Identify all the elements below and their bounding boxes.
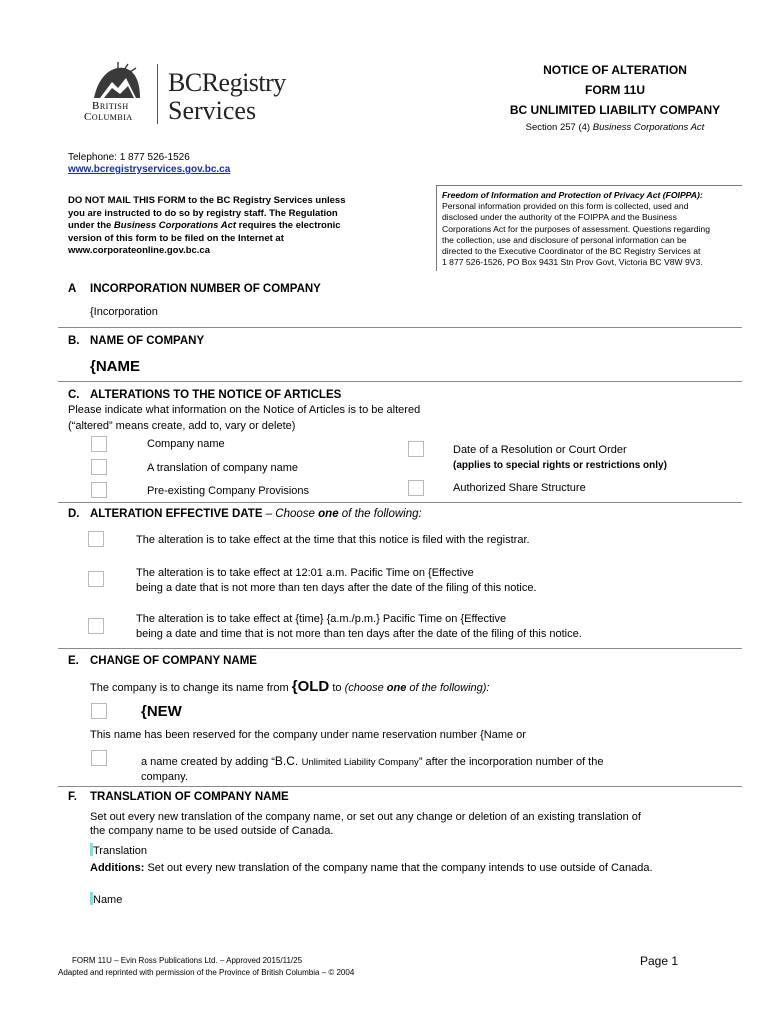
company-name-field[interactable]: {NAME: [90, 358, 141, 375]
effective-date-checkbox[interactable]: [88, 571, 104, 587]
company-type: BC UNLIMITED LIABILITY COMPANY: [509, 103, 721, 117]
section-b-heading: B. NAME OF COMPANY: [68, 335, 205, 347]
effective-on-filing-checkbox[interactable]: [88, 531, 104, 547]
logo-columbia: Columbia: [84, 111, 133, 123]
form-title-block: [490, 63, 740, 133]
footer-publisher: FORM 11U – Evin Ross Publications Ltd. – Approved 2015/11/25: [72, 956, 303, 965]
section-d-heading: D. ALTERATION EFFECTIVE DATE – Choose one of the following:: [68, 508, 422, 520]
section-e-heading: E. CHANGE OF COMPANY NAME: [68, 655, 257, 667]
divider: [58, 648, 742, 649]
sun-mountain-emblem-icon: [90, 62, 142, 100]
page-number: Page 1: [640, 954, 679, 968]
divider: [58, 381, 742, 382]
effective-datetime-option: The alteration is to take effect at {time} {a.m./p.m.} Pacific Time on {Effective being a date and time that is not more than ten days after the date of the filing of this notice.: [136, 613, 582, 640]
telephone: Telephone: 1 877 526-1526: [68, 152, 190, 163]
numbered-name-option: a name created by adding “B.C. Unlimited Liability Company” after the incorporation number of the company.: [141, 754, 604, 783]
reserved-name-text: This name has been reserved for the company under name reservation number {Name or: [90, 729, 526, 741]
new-name-field[interactable]: {NEW: [141, 703, 182, 720]
divider: [58, 786, 742, 787]
logo-services: Services: [168, 96, 257, 125]
translation-name-field[interactable]: Name: [90, 892, 122, 906]
bc-registry-logo: [82, 60, 297, 126]
logo-divider: [157, 64, 158, 124]
translation-option: A translation of company name: [147, 462, 299, 474]
preexisting-provisions-option: Pre-existing Company Provisions: [147, 485, 310, 497]
name-change-intro: The company is to change its name from {OLD to (choose one of the following):: [90, 678, 490, 695]
preexisting-provisions-checkbox[interactable]: [91, 482, 107, 498]
form-title: NOTICE OF ALTERATION: [543, 63, 687, 77]
section-c-instruction-2: (“altered” means create, add to, vary or delete): [68, 420, 296, 432]
company-name-option: Company name: [147, 438, 225, 450]
numbered-name-checkbox[interactable]: [91, 750, 107, 766]
logo-british: British: [92, 100, 129, 112]
incorporation-number-field[interactable]: {Incorporation: [90, 306, 158, 318]
divider: [58, 502, 742, 503]
translation-field[interactable]: Translation: [90, 843, 147, 857]
resolution-date-checkbox[interactable]: [408, 441, 424, 457]
divider: [58, 327, 742, 328]
old-name-field[interactable]: {OLD: [291, 678, 330, 695]
effective-on-filing-option: The alteration is to take effect at the time that this notice is filed with the registrar.: [136, 534, 530, 546]
share-structure-option: Authorized Share Structure: [453, 482, 586, 494]
privacy-notice-box: Freedom of Information and Protection of Privacy Act (FOIPPA): Personal information provided on this form is collected, used and disclosed under the authority of the FOIPPA and the Business Corporations Act for the purposes of assessment. Questions regarding the collection, use and disclosure of personal information can be directed to the Executive Coordinator of the BC Registry Services at 1 877 526-1526, PO Box 9431 Stn Prov Govt, Victoria BC V8W 9V3.: [436, 185, 742, 271]
logo-bc-registry: BCRegistry: [168, 68, 286, 97]
resolution-date-option: Date of a Resolution or Court Order: [453, 444, 627, 456]
company-name-checkbox[interactable]: [91, 436, 107, 452]
additions-instruction: Additions: Set out every new translation of the company name that the company intends to use outside of Canada.: [90, 862, 653, 874]
do-not-mail-notice: DO NOT MAIL THIS FORM to the BC Registry Services unless you are instructed to do so by registry staff. The Regulation under the Business Corporations Act requires the electronic version of this form to be filed on the Internet at www.corporateonline.gov.bc.ca: [68, 195, 346, 256]
section-c-heading: C. ALTERATIONS TO THE NOTICE OF ARTICLES: [68, 389, 342, 401]
section-f-instructions: Set out every new translation of the company name, or set out any change or deletion of an existing translation of the company name to be used outside of Canada.: [90, 811, 641, 837]
resolution-date-note: (applies to special rights or restrictions only): [453, 460, 667, 471]
section-c-instruction-1: Please indicate what information on the Notice of Articles is to be altered: [68, 404, 421, 416]
section-f-heading: F. TRANSLATION OF COMPANY NAME: [68, 791, 289, 803]
website-link[interactable]: www.bcregistryservices.gov.bc.ca: [68, 164, 231, 175]
effective-datetime-checkbox[interactable]: [88, 618, 104, 634]
translation-checkbox[interactable]: [91, 459, 107, 475]
section-reference: Section 257 (4) Business Corporations Act: [525, 122, 705, 133]
new-name-checkbox[interactable]: [91, 703, 107, 719]
form-number: FORM 11U: [584, 83, 645, 97]
share-structure-checkbox[interactable]: [408, 480, 424, 496]
section-a-heading: A INCORPORATION NUMBER OF COMPANY: [68, 283, 321, 295]
effective-date-option: The alteration is to take effect at 12:01 a.m. Pacific Time on {Effective being a date that is not more than ten days after the date of the filing of this notice.: [136, 567, 537, 594]
footer-permission: Adapted and reprinted with permission of the Province of British Columbia – © 2004: [58, 968, 355, 977]
privacy-title: Freedom of Information and Protection of Privacy Act (FOIPPA):: [442, 190, 703, 200]
